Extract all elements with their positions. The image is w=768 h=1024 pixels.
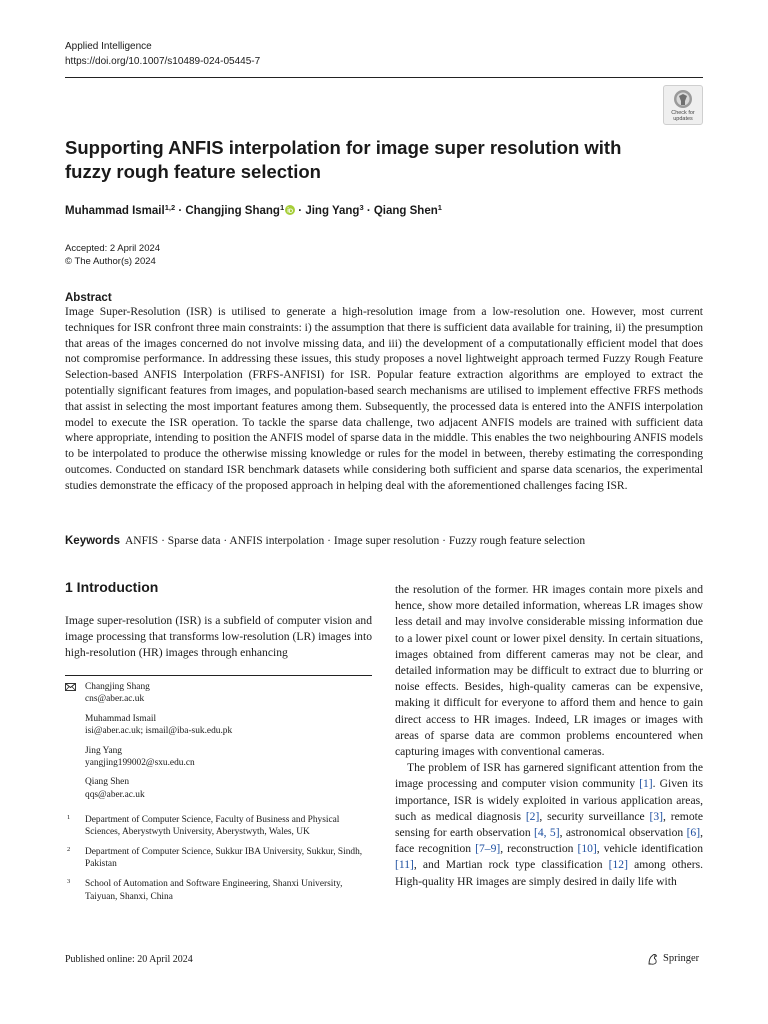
paper-title: Supporting ANFIS interpolation for image super resolution with fuzzy rough feature selection <box>65 137 622 182</box>
affiliation-number: 1 <box>67 814 71 821</box>
affiliation-entry <box>65 878 372 902</box>
contact-entry <box>65 681 372 705</box>
author-name[interactable]: Changjing Shang <box>185 205 280 217</box>
contact-entry <box>65 713 372 737</box>
check-for-updates-icon <box>673 89 693 109</box>
citation-link[interactable]: [7–9] <box>475 842 501 856</box>
check-for-updates-badge[interactable] <box>663 85 703 125</box>
envelope-icon <box>65 683 76 691</box>
affiliation-text: Department of Computer Science, Faculty of Business and Physical Sciences, Aberystwyth University, Aberystwyth, Wales, UK <box>85 815 340 838</box>
intro-left-paragraph: Image super-resolution (ISR) is a subfield of computer vision and image processing that transforms low-resolution (LR) images into high-resolution (HR) images through enhancing <box>65 614 372 660</box>
citation-link[interactable]: [6] <box>686 826 701 840</box>
contact-email[interactable]: yangjing199002@sxu.edu.cn <box>85 757 195 768</box>
section-heading-introduction: 1 Introduction <box>65 579 159 595</box>
keywords <box>65 533 585 549</box>
affiliation-entry <box>65 846 372 870</box>
check-badge-line2: updates <box>673 116 693 122</box>
affiliation-number: 3 <box>67 878 71 886</box>
author-list <box>65 203 442 219</box>
author-separator: · <box>363 205 374 217</box>
intro-paragraph: the resolution of the former. HR images contain more pixels and hence, show more detailed information, whereas LR images show less detail and may involve considerable missing information due to a lower pixel count or lower pixel density. In certain situations, images obtained from different cameras may not be clear, and detailed information may be difficult to extract due to blurring or noise effects. Besides, high-quality cameras can be expensive, making it difficult for everyone to afford them and hence to gain direct access to HR images. Indeed, LR images or images with areas of sparse data are common problems encountered when capturing images with conventional cameras. <box>395 583 703 759</box>
contact-entry <box>65 776 372 800</box>
citation-link[interactable]: [12] <box>608 858 628 872</box>
affiliation-entry <box>65 814 372 838</box>
copyright-notice: © The Author(s) 2024 <box>65 256 156 267</box>
author-name[interactable]: Jing Yang <box>305 205 360 217</box>
corresponding-contacts <box>65 681 372 808</box>
contact-entry <box>65 745 372 769</box>
author-name[interactable]: Muhammad Ismail <box>65 205 165 217</box>
orcid-icon[interactable] <box>285 205 295 215</box>
contact-name: Jing Yang <box>85 745 122 756</box>
contact-name: Muhammad Ismail <box>85 713 157 724</box>
affiliation-text: Department of Computer Science, Sukkur IBA University, Sukkur, Sindh, Pakistan <box>85 847 363 870</box>
author-separator: · <box>175 205 186 217</box>
affiliation-text: School of Automation and Software Engineering, Shanxi University, Taiyuan, Shanxi, China <box>85 879 343 902</box>
citation-link[interactable]: [1] <box>639 777 653 791</box>
citation-link[interactable]: [11] <box>395 858 414 872</box>
affiliations <box>65 814 372 911</box>
affiliation-number: 2 <box>67 846 71 854</box>
keywords-label: Keywords <box>65 535 120 547</box>
author-affiliation-sup: 1 <box>279 203 285 212</box>
doi-link[interactable]: https://doi.org/10.1007/s10489-024-05445-7 <box>65 56 261 67</box>
springer-horse-icon <box>647 953 659 965</box>
publisher-name: Springer <box>663 953 700 964</box>
contact-email[interactable]: cns@aber.ac.uk <box>85 694 145 705</box>
contact-email[interactable]: qqs@aber.ac.uk <box>85 789 145 800</box>
author-affiliation-sup: 3 <box>359 203 364 212</box>
author-affiliation-sup: 1 <box>437 203 442 212</box>
journal-name: Applied Intelligence <box>65 41 152 52</box>
check-badge-line1: Check for <box>671 110 695 116</box>
author-affiliation-sup: 1,2 <box>164 203 176 212</box>
abstract-heading: Abstract <box>65 292 112 304</box>
intro-right-column <box>395 582 703 890</box>
accepted-date: Accepted: 2 April 2024 <box>65 243 161 254</box>
author-name[interactable]: Qiang Shen <box>373 205 438 217</box>
citation-link[interactable]: [2] <box>525 809 540 823</box>
citation-link[interactable]: [3] <box>649 809 664 823</box>
contact-name: Changjing Shang <box>85 682 150 692</box>
intro-paragraph-citations: The problem of ISR has garnered significant attention from the image processing and computer vision community [1]. Given its importance, ISR is widely exploited in various application areas, such as medical diagnosis [2], security surveillance [3], remote sensing for earth observation [4, 5], astronomical observation [6], face recognition [7–9], reconstruction [10], vehicle identification [11], and Martian rock type classification [12] among others. High-quality HR images are simply desired in daily life with <box>395 761 703 888</box>
contact-email[interactable]: isi@aber.ac.uk; ismail@iba-suk.edu.pk <box>85 726 233 736</box>
abstract-text: Image Super-Resolution (ISR) is utilised to generate a high-resolution image from a low-resolution one. However, most current techniques for ISR confront three main constraints: i) the assumption that there is sufficient data available for training, ii) the presumption that areas of the images concerned do not involve missing data, and iii) the development of a computationally efficient model that does not compromise performance. In addressing these issues, this study proposes a novel lightweight approach termed Fuzzy Rough Feature Selection-based ANFIS Interpolation (FRFS-ANFISI) for ISR. Popular feature extraction algorithms are employed to extract the potentially significant features from images, and population-based search mechanisms are utilised to implement effective FRFS methods that assist in selecting the most important features among them. Subsequently, the processed data is entered into the ANFIS interpolation model to execute the ISR operation. To tackle the sparse data challenge, two adjacent ANFIS models are trained with sufficient data where appropriate, intending to position the ANFIS model of sparse data in the middle. This enables the two neighbouring ANFIS models to be interpolated to produce the otherwise missing knowledge or rules for the model in between, thereby estimating the corresponding outcomes. Conducted on standard ISR benchmark datasets while considering both sufficient and sparse data scenarios, the experimental studies demonstrate the efficacy of the proposed approach in helping deal with the aforementioned challenges facing ISR. <box>65 306 703 492</box>
header-rule <box>65 77 703 78</box>
author-separator: · <box>295 205 306 217</box>
footnote-rule <box>65 675 372 676</box>
published-online-date: Published online: 20 April 2024 <box>65 954 193 965</box>
publisher-logo[interactable] <box>647 952 699 966</box>
citation-link[interactable]: [4, 5] <box>534 826 560 840</box>
contact-name: Qiang Shen <box>85 777 130 788</box>
citation-link[interactable]: [10] <box>577 842 597 856</box>
keywords-list: ANFIS · Sparse data · ANFIS interpolation · Image super resolution · Fuzzy rough feature selection <box>124 535 586 547</box>
